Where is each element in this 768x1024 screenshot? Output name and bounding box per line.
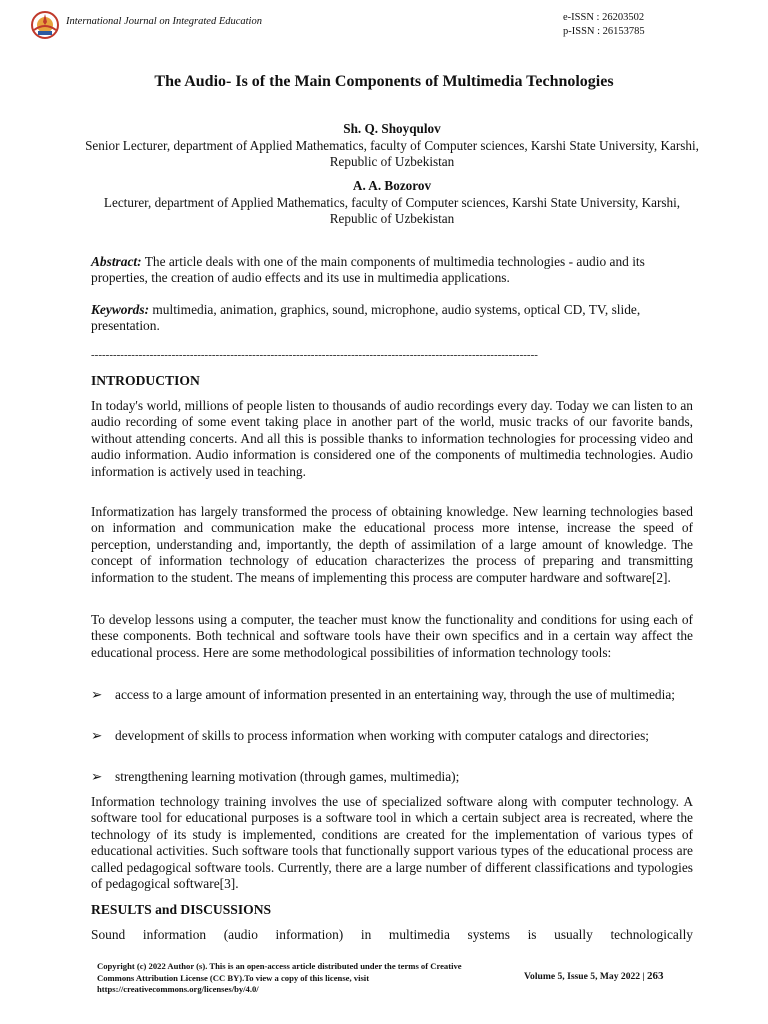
- copyright-notice: Copyright (c) 2022 Author (s). This is an open-access article distributed under the terms of Creative Commons Attribution License (CC BY).To view a copy of this license, visit https://creativecommons.org/licenses/by/4.0/: [97, 961, 462, 994]
- list-item-text: strengthening learning motivation (through games, multimedia);: [115, 769, 460, 784]
- author-name: A. A. Bozorov: [352, 178, 432, 193]
- results-heading: RESULTS and DISCUSSIONS: [91, 902, 272, 917]
- list-item-text: development of skills to process information when working with computer catalogs and directories;: [115, 728, 650, 743]
- list-item: [91, 769, 693, 785]
- journal-name: International Journal on Integrated Education: [66, 16, 262, 27]
- keywords-label: Keywords:: [91, 302, 150, 317]
- bullet-arrow-icon: ➢: [91, 728, 103, 743]
- volume-info: [524, 970, 664, 982]
- bullet-arrow-icon: ➢: [91, 687, 103, 702]
- abstract-text: The article deals with one of the main components of multimedia technologies - audio and its properties, the creation of audio effects and its use in multimedia applications.: [91, 254, 645, 286]
- paper-title: The Audio- Is of the Main Components of Multimedia Technologies: [154, 73, 614, 90]
- keywords: [91, 302, 693, 335]
- results-paragraph-1: Sound information (audio information) in multimedia systems is usually technologically: [91, 927, 693, 942]
- keywords-text: multimedia, animation, graphics, sound, microphone, audio systems, optical CD, TV, slide, presentation.: [91, 302, 641, 334]
- abstract: [91, 254, 693, 287]
- intro-paragraph-2: Informatization has largely transformed the process of obtaining knowledge. New learning technologies based on information and communication make the educational process more intense, increase the speed of perception, understanding and, importantly, the depth of assimilation of a large amount of knowledge. The concept of information technology of education characterizes the process of preparing and transmitting information to the student. The means of implementing this process are computer hardware and software[2].: [91, 504, 693, 585]
- intro-paragraph-4: Information technology training involves the use of specialized software along with computer technology. A software tool for educational purposes is a software tool in which a certain subject area is recreated, where the technology of its study is implemented, conditions are created for the implementation of various types of educational activities. Such software tools that functionally support various types of the educational process are called pedagogical software tools. Currently, there are a large number of different classifications and typologies of pedagogical software[3].: [91, 794, 693, 892]
- journal-logo-icon: [30, 10, 60, 40]
- author-name: Sh. Q. Shoyqulov: [343, 121, 441, 136]
- volume-text: Volume 5, Issue 5, May 2022 |: [524, 971, 648, 982]
- issn-block: [563, 11, 645, 39]
- introduction-heading: INTRODUCTION: [91, 373, 200, 388]
- list-item-text: access to a large amount of information presented in an entertaining way, through the use of multimedia;: [115, 687, 676, 702]
- author-2: [80, 178, 704, 228]
- intro-paragraph-3: To develop lessons using a computer, the teacher must know the functionality and conditions for using each of these components. Both technical and software tools have their own specifics and in a certain way affect the educational process. Here are some methodological possibilities of information technology tools:: [91, 612, 693, 660]
- author-affiliation: Senior Lecturer, department of Applied Mathematics, faculty of Computer sciences, Karshi State University, Karshi, Republic of Uzbekistan: [85, 137, 699, 169]
- author-1: [80, 121, 704, 171]
- list-item: [91, 687, 693, 703]
- page-number: 263: [647, 970, 664, 982]
- intro-paragraph-1: In today's world, millions of people listen to thousands of audio recordings every day. Today we can listen to an audio recording of some event taking place in another part of the world, music tracks of our favorite bands, without attending concerts. And all this is possible thanks to information technologies for processing video and audio information. Audio information is considered one of the components of multimedia technologies. Audio information is actively used in teaching.: [91, 398, 693, 479]
- eissn: e-ISSN : 26203502: [563, 12, 645, 23]
- bullet-arrow-icon: ➢: [91, 769, 103, 784]
- abstract-label: Abstract:: [91, 254, 142, 269]
- pissn: p-ISSN : 26153785: [563, 26, 645, 37]
- list-item: [91, 728, 693, 744]
- section-divider: --------------------------------------------------------------------------------------------------------------------------: [91, 349, 538, 361]
- author-affiliation: Lecturer, department of Applied Mathematics, faculty of Computer sciences, Karshi State University, Karshi, Republic of Uzbekistan: [103, 194, 681, 226]
